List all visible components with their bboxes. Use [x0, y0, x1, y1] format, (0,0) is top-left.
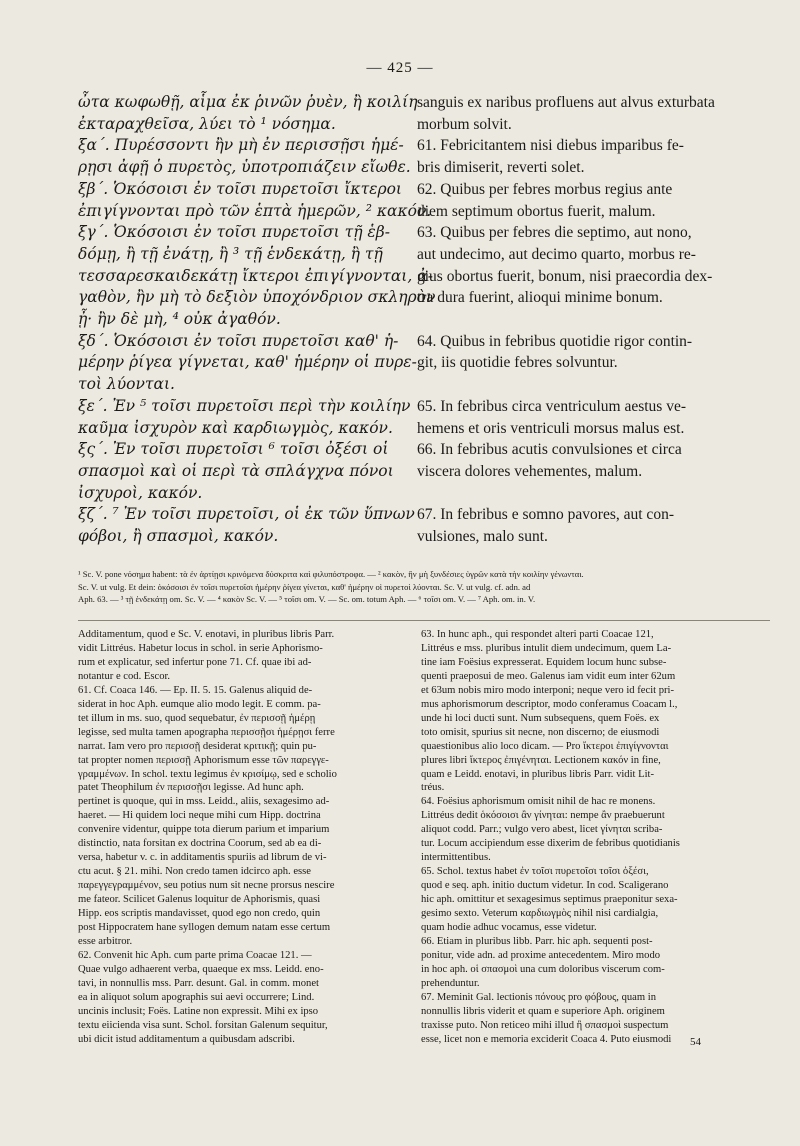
commentary-line: ponitur, vide adn. ad proxime antecedentem. Miro modo — [421, 949, 661, 961]
commentary-line: esse, licet non e memoria exciderit Coaca 4. Puto eiusmodi — [421, 1033, 672, 1045]
greek-line: μέρην ῥίγεα γίγνεται, καθ' ἡμέρην οἱ πυρε- — [78, 353, 417, 372]
commentary-line: Additamentum, quod e Sc. V. enotavi, in pluribus libris Parr. — [78, 629, 335, 640]
latin-line: vulsiones, malo sunt. — [417, 528, 548, 546]
commentary-line: quaestionibus alio loco dicam. — Pro ἴκτεροι ἐπιγίγνονται — [421, 740, 669, 752]
commentary-line: 62. Convenit hic Aph. cum parte prima Coacae 121. — — [78, 949, 312, 961]
greek-line: ξα΄. Πυρέσσοντι ἢν μὴ ἐν περισσῇσι ἡμέ- — [78, 136, 404, 155]
commentary-line: 67. Meminit Gal. lectionis πόνους pro φόβους, quam in — [421, 991, 657, 1003]
commentary-line: esse arbitror. — [78, 935, 133, 947]
greek-line: ξς΄. Ἐν τοῖσι πυρετοῖσι ⁶ τοῖσι ὀξέσι οἱ — [78, 440, 389, 459]
greek-line: ἐκταραχθεῖσα, λύει τὸ ¹ νόσημα. — [78, 114, 336, 133]
commentary-line: ubi dicit istud additamentum a quibusdam adscribi. — [78, 1033, 295, 1045]
notes-divider — [78, 620, 770, 621]
commentary-line: 61. Cf. Coaca 146. — Ep. II. 5. 15. Galenus aliquid de- — [78, 684, 313, 696]
commentary-line: tavi, in nonnullis mss. Parr. desunt. Gal. in comm. monet — [78, 977, 319, 989]
greek-line: καῦμα ἰσχυρὸν καὶ καρδιωγμὸς, κακόν. — [78, 418, 393, 437]
commentary-line: tur. Locum accipiendum esse dixerim de febribus quotidianis — [421, 838, 680, 850]
latin-line: tra dura fuerint, alioqui minime bonum. — [417, 289, 663, 307]
commentary-line: versa, habetur v. c. in additamentis spuriis ad librum de vi- — [78, 852, 327, 864]
latin-line — [417, 374, 765, 396]
footnote-line: Sc. V. ut vulg. Et dein: ὁκόσοισι ἐν τοῖσι πυρετοῖσι ἡμέρην ῥίγεα γίνεται, καθ' ἡμέρην οἱ πυρετοὶ λύονται. Sc. V. ut vulg. cf. adn. ad — [78, 581, 531, 592]
commentary-line: Littréus e mss. pluribus intulit diem undecimum, quem La- — [421, 642, 672, 654]
greek-line: ἰσχυροὶ, κακόν. — [78, 483, 203, 502]
commentary-line: nonnullis libris viderit et quam e superiore Aph. originem — [421, 1005, 665, 1017]
commentary-line: tet illum in ms. suo, quod sequebatur, ἐν περισσῇ ἡμέρῃ — [78, 712, 316, 724]
commentary-line: convenire videntur, quippe tota dierum parium et imparium — [78, 824, 330, 836]
footnote-line: ¹ Sc. V. pone νόσημα habent: τὰ ἐν ἀρτίῃσι κρινόμενα δύσκριτα καὶ φιλυπόστροφα. — ² κακὸν, ἢν μὴ ξυνδέσιες ὑγρῶν κατὰ τὴν κοιλίην γένωνται. — [78, 569, 584, 579]
commentary-line: notantur e cod. Escor. — [78, 670, 171, 682]
commentary-line: quam hodie adhuc vocamus, esse videtur. — [421, 922, 597, 934]
latin-line: 64. Quibus in febribus quotidie rigor contin- — [417, 332, 693, 350]
commentary-line: Quae vulgo adhaerent verba, quaeque ex mss. Leidd. eno- — [78, 963, 324, 975]
greek-line: τοὶ λύονται. — [78, 375, 175, 394]
greek-line: ξβ΄. Ὁκόσοισι ἐν τοῖσι πυρετοῖσι ἴκτεροι — [78, 179, 402, 198]
latin-translation-column — [417, 92, 765, 548]
commentary-line: et 63um nobis miro modo interponi; neque vero id fecit pri- — [421, 684, 675, 696]
commentary-line: rum et explicatur, sed infertur pone 71. Cf. quae ibi ad- — [78, 656, 312, 668]
footnotes — [78, 568, 770, 606]
commentary-line: post Hippocratem hane syllogen demum natam esse certum — [78, 922, 331, 934]
commentary-line: distinctio, nata forsitan ex doctrina Coorum, sed ab ea di- — [78, 838, 322, 850]
commentary-line: gesimo sexto. Veterum καρδιωγμὸς nihil nisi cardialgia, — [421, 908, 659, 920]
commentary-line: quenti praeposui de meo. Galenus iam vidit eum inter 62um — [421, 670, 676, 682]
commentary-line: mus aphorismorum descriptor, modo conferamus Coacam l., — [421, 698, 678, 710]
latin-line: 63. Quibus per febres die septimo, aut nono, — [417, 224, 692, 242]
latin-line: 66. In febribus acutis convulsiones et circa — [417, 441, 682, 459]
commentary-line: patet Theophilum ἐν περισσῇσι legisse. Ad hunc aph. — [78, 782, 304, 794]
greek-line: ξδ΄. Ὁκόσοισι ἐν τοῖσι πυρετοῖσι καθ' ἡ- — [78, 331, 399, 350]
footnote-line: Aph. 63. — ³ τῇ ἑνδεκάτῃ om. Sc. V. — ⁴ κακὸν Sc. V. — ⁵ τοῖσι om. V. — Sc. om. totum Aph. — ⁶ τοῖσι om. V. — ⁷ Aph. om. in. V. — [78, 594, 536, 604]
commentary-line: plures libri ἴκτερος ἐπιγένηται. Lectionem κακόν in fine, — [421, 754, 661, 766]
latin-line: 65. In febribus circa ventriculum aestus ve- — [417, 397, 687, 415]
greek-line: ᾖ· ἢν δὲ μὴ, ⁴ οὐκ ἀγαθόν. — [78, 310, 281, 329]
commentary-line: textu eiicienda visa sunt. Schol. forsitan Galenum sequitur, — [78, 1019, 328, 1031]
greek-line: γαθὸν, ἢν μὴ τὸ δεξιὸν ὑποχόνδριον σκληρὸν — [78, 288, 436, 307]
commentary-line: tat propter nomen περισσῇ Aphorismum esse τῶν παρεγγε- — [78, 754, 329, 766]
commentary-line: prehenduntur. — [421, 977, 480, 989]
commentary-line: siderat in hoc Aph. eumque alio modo legit. E comm. pa- — [78, 698, 321, 710]
greek-line: ἐπιγίγνονται πρὸ τῶν ἑπτὰ ἡμερῶν, ² κακόν. — [78, 201, 432, 220]
page-number: — 425 — — [366, 60, 434, 76]
greek-text-column — [78, 92, 436, 548]
commentary-line: aliquot codd. Parr.; vulgo vero abest, licet γίνηται scriba- — [421, 824, 663, 836]
commentary-line: hic aph. omittitur et sexagesimus septimus praeponitur sexa- — [421, 894, 678, 906]
commentary-line: haeret. — Hi quidem loci neque mihi cum Hipp. doctrina — [78, 810, 321, 822]
latin-line: morbum solvit. — [417, 115, 512, 133]
commentary-left-column — [78, 628, 408, 1047]
latin-line: gius obortus fuerit, bonum, nisi praecordia dex- — [417, 267, 713, 285]
commentary-line: Littréus dedit ὁκόσοισι ἂν γίνηται: nempe ἂν praebuerunt — [421, 810, 665, 822]
greek-line: φόβοι, ἢ σπασμοὶ, κακόν. — [78, 527, 279, 546]
commentary-right-column — [421, 628, 766, 1047]
commentary-line: quam e Leidd. enotavi, in pluribus libris Parr. vidit Lit- — [421, 768, 655, 780]
greek-line: ξγ΄. Ὁκόσοισι ἐν τοῖσι πυρετοῖσι τῇ ἑβ- — [78, 223, 390, 242]
greek-line: ὦτα κωφωθῇ, αἷμα ἐκ ῥινῶν ῥυὲν, ἢ κοιλίη — [78, 93, 418, 111]
commentary-line: vidit Littréus. Habetur locus in schol. in serie Aphorismo- — [78, 642, 323, 654]
commentary-line: ctu acut. § 21. mihi. Non credo tamen idcirco aph. esse — [78, 866, 311, 878]
commentary-line: γραμμένων. In schol. textu legimus ἐν κρισίμῳ, sed e scholio — [78, 768, 337, 780]
signature-mark: 54 — [690, 1036, 701, 1048]
latin-line: hemens et oris ventriculi morsus malus est. — [417, 419, 685, 437]
commentary-line: παρεγγεγραμμένον, seu potius num sit necne prorsus nescire — [78, 880, 335, 892]
latin-line: viscera dolores vehementes, malum. — [417, 462, 643, 480]
commentary-line: Hipp. eos scriptis mandavisset, quod ego non credo, quin — [78, 908, 321, 920]
latin-line — [417, 309, 765, 331]
greek-line: ξζ΄. ⁷ Ἐν τοῖσι πυρετοῖσι, οἱ ἐκ τῶν ὕπνων — [78, 505, 415, 524]
greek-line: ξε΄. Ἐν ⁵ τοῖσι πυρετοῖσι περὶ τὴν κοιλίην — [78, 396, 411, 415]
commentary-line: ea in aliquot solum apographis sui aevi occurrere; Lind. — [78, 991, 315, 1003]
commentary-line: quod e seq. aph. initio ductum videtur. In cod. Scaligerano — [421, 880, 669, 892]
latin-line: git, iis quotidie febres solvuntur. — [417, 354, 618, 372]
commentary-line: 66. Etiam in pluribus libb. Parr. hic aph. sequenti post- — [421, 935, 653, 947]
commentary-line: tine iam Foësius expresserat. Equidem locum hunc subse- — [421, 656, 667, 668]
greek-line: δόμῃ, ἢ τῇ ἐνάτῃ, ἢ ³ τῇ ἑνδεκάτῃ, ἢ τῇ — [78, 244, 383, 263]
commentary-line: uncinis inclusit; Foës. Latine non expressit. Mihi ex ipso — [78, 1005, 319, 1017]
greek-line: ρῃσι ἀφῇ ὁ πυρετὸς, ὑποτροπιάζειν εἴωθε. — [78, 158, 411, 177]
latin-line — [417, 483, 765, 505]
latin-line: 67. In febribus e somno pavores, aut con- — [417, 506, 674, 524]
commentary-line: toto omisit, spurius sit necne, non discerno; de eiusmodi — [421, 726, 660, 738]
commentary-line: 65. Schol. textus habet ἐν τοῖσι πυρετοῖσι τοῖσι ὀξέσι, — [421, 866, 649, 878]
latin-line: 61. Febricitantem nisi diebus imparibus fe- — [417, 137, 684, 155]
commentary-line: legisse, sed multa tamen apographa περισσῇσι ἡμέρῃσι ferre — [78, 726, 335, 738]
commentary-line: 64. Foësius aphorismum omisit nihil de hac re monens. — [421, 796, 656, 808]
latin-line: aut undecimo, aut decimo quarto, morbus re- — [417, 245, 696, 263]
latin-line: sanguis ex naribus profluens aut alvus exturbata — [417, 94, 715, 111]
greek-line: τεσσαρεσκαιδεκάτῃ ἴκτεροι ἐπιγίγνονται, ἀ- — [78, 266, 433, 285]
latin-line: 62. Quibus per febres morbus regius ante — [417, 180, 673, 198]
commentary-line: in hoc aph. οἱ σπασμοὶ una cum doloribus viscerum com- — [421, 963, 665, 975]
commentary-line: narrat. Iam vero pro περισσῇ desiderat κριτικῇ; quin pu- — [78, 740, 317, 752]
commentary-line: 63. In hunc aph., qui respondet alteri parti Coacae 121, — [421, 629, 654, 640]
commentary-line: tréus. — [421, 782, 445, 794]
commentary-line: traxisse puto. Non reticeo mihi illud ἢ σπασμοὶ suspectum — [421, 1019, 669, 1031]
commentary-line: me fateor. Scilicet Galenus loquitur de Aphorismis, quasi — [78, 894, 321, 906]
latin-line: bris dimiserit, reverti solet. — [417, 159, 585, 177]
greek-line: σπασμοὶ καὶ οἱ περὶ τὰ σπλάγχνα πόνοι — [78, 461, 394, 480]
commentary-line: intermittentibus. — [421, 852, 491, 864]
latin-line: diem septimum obortus fuerit, malum. — [417, 202, 656, 220]
commentary-line: pertinet is quoque, qui in mss. Leidd., aliis, sexagesimo ad- — [78, 796, 330, 808]
commentary-line: unde hi loci ducti sunt. Num subsequens, quem Foës. ex — [421, 712, 660, 724]
